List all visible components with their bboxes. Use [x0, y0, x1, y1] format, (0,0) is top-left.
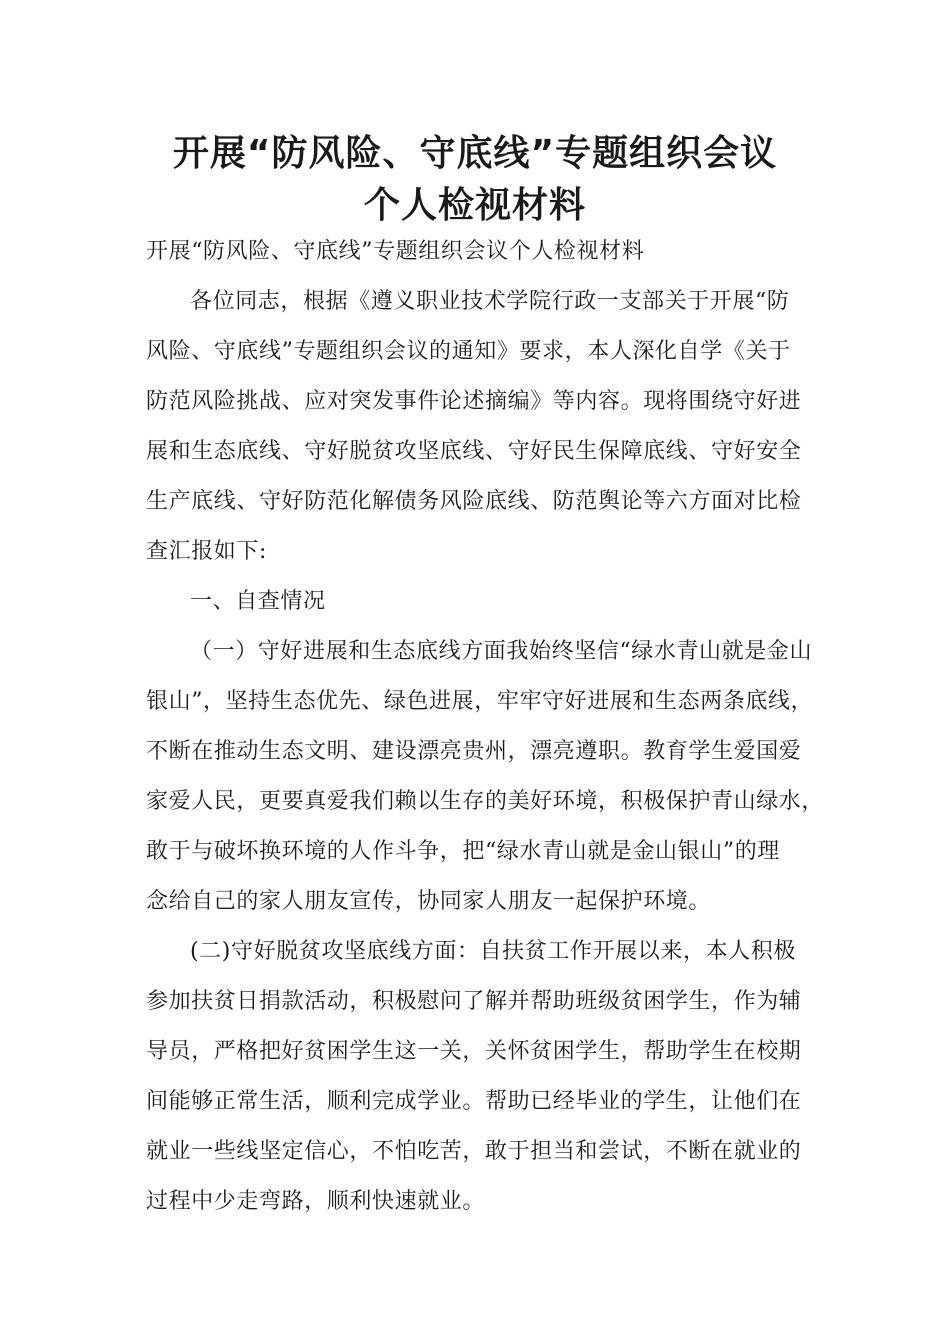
text-line: 查汇报如下:: [146, 539, 268, 564]
text-line: 就业一些线坚定信心，不怕吃苦，敢于担当和尝试，不断在就业的: [146, 1139, 802, 1164]
section-heading: 一、自查情况: [190, 589, 326, 614]
text-line: 展和生态底线、守好脱贫攻坚底线、守好民生保障底线、守好安全: [146, 439, 802, 464]
text-line: 防范风险挑战、应对突发事件论述摘编》等内容。现将围绕守好进: [146, 389, 802, 414]
document-title-line-2: 个人检视材料: [363, 185, 586, 226]
text-line: (二)守好脱贫攻坚底线方面：自扶贫工作开展以来，本人积极: [190, 939, 796, 964]
text-line: 过程中少走弯路，顺利快速就业。: [146, 1189, 486, 1214]
text-line: （一）守好进展和生态底线方面我始终坚信“绿水青山就是金山: [190, 639, 813, 664]
text-line: 各位同志，根据《遵义职业技术学院行政一支部关于开展“防: [190, 289, 790, 314]
document-title-line-1: 开展“防风险、守底线”专题组织会议: [172, 133, 778, 174]
text-line: 银山”，坚持生态优先、绿色进展，牢牢守好进展和生态两条底线，: [146, 689, 814, 714]
text-line: 念给自己的家人朋友宣传，协同家人朋友一起保护环境。: [146, 889, 712, 914]
text-line: 风险、守底线”专题组织会议的通知》要求，本人深化自学《关于: [146, 339, 791, 364]
text-line: 不断在推动生态文明、建设漂亮贵州，漂亮遵职。教育学生爱国爱: [146, 739, 802, 764]
text-line: 参加扶贫日捐款活动，积极慰问了解并帮助班级贫困学生，作为辅: [146, 989, 802, 1014]
text-line: 敢于与破坏换环境的人作斗争，把“绿水青山就是金山银山”的理: [146, 839, 780, 864]
text-line: 导员，严格把好贫困学生这一关，关怀贫困学生，帮助学生在校期: [146, 1039, 802, 1064]
text-line: 间能够正常生活，顺利完成学业。帮助已经毕业的学生，让他们在: [146, 1089, 802, 1114]
document-subtitle: 开展“防风险、守底线”专题组织会议个人检视材料: [146, 239, 645, 264]
text-line: 家爱人民，更要真爱我们赖以生存的美好环境，积极保护青山绿水，: [146, 789, 825, 814]
text-line: 生产底线、守好防范化解债务风险底线、防范舆论等六方面对比检: [146, 489, 802, 514]
